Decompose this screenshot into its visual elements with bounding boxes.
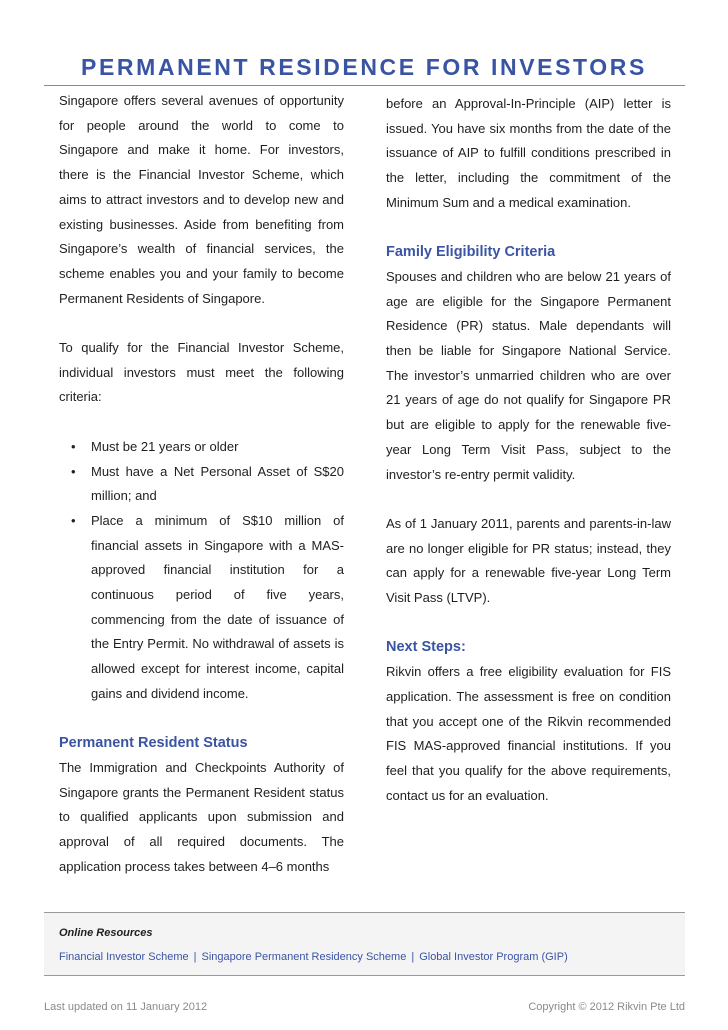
resources-title: Online Resources <box>59 927 153 939</box>
link-separator: | <box>411 951 415 963</box>
resources-links <box>59 951 568 963</box>
parents-paragraph: As of 1 January 2011, parents and parents-in-law are no longer eligible for PR status; instead, they can apply for a renewable five-year Long Term Visit Pass (LTVP). <box>386 515 671 606</box>
next-steps-paragraph: Rikvin offers a free eligibility evaluation for FIS application. The assessment is free on condition that you accept one of the Rikvin recommended FIS MAS-approved financial institutions. If you feel that you qualify for the above requirements, contact us for an evaluation. <box>386 664 671 803</box>
family-paragraph: Spouses and children who are below 21 years of age are eligible for the Singapore Permanent Residence (PR) status. Male dependants will then be liable for Singapore National Service. The investor’s unmarried children who are over 21 years of age do not qualify for Singapore PR but are eligible to apply for the renewable five-year Long Term Visit Pass, subject to the investor’s re-entry permit validity. <box>386 268 671 482</box>
link-pr-scheme[interactable]: Singapore Permanent Residency Scheme <box>201 951 407 963</box>
link-financial-investor-scheme[interactable]: Financial Investor Scheme <box>59 951 189 963</box>
pr-status-heading: Permanent Resident Status <box>59 735 248 752</box>
title-divider <box>44 85 685 86</box>
bullet-icon: • <box>71 463 76 479</box>
list-item <box>59 460 344 509</box>
family-heading: Family Eligibility Criteria <box>386 244 556 261</box>
list-item <box>59 435 344 460</box>
page-title: PERMANENT RESIDENCE FOR INVESTORS <box>81 54 647 80</box>
online-resources-box <box>44 912 685 976</box>
criteria-list <box>59 435 344 707</box>
criteria-text: Place a minimum of S$10 million of financial assets in Singapore with a MAS-approved financial institution for a continuous period of five years, commencing from the date of issuance of the Entry Permit. No withdrawal of assets is allowed except for interest income, capital gains and dividend income. <box>91 512 344 701</box>
link-gip[interactable]: Global Investor Program (GIP) <box>419 951 568 963</box>
intro-paragraph: Singapore offers several avenues of opportunity for people around the world to come to Singapore and make it home. For investors, there is the Financial Investor Scheme, which aims to attract investors and to develop new and existing businesses. Aside from benefiting from Singapore’s wealth of financial services, the scheme enables you and your family to become Permanent Residents of Singapore. <box>59 93 344 306</box>
left-column <box>59 89 344 879</box>
aip-paragraph: before an Approval-In-Principle (AIP) letter is issued. You have six months from the date of the issuance of AIP to fulfill conditions prescribed in the letter, including the commitment of the Minimum Sum and a medical examination. <box>386 96 671 210</box>
next-steps-heading: Next Steps: <box>386 639 466 656</box>
bullet-icon: • <box>71 512 76 528</box>
qualify-paragraph: To qualify for the Financial Investor Scheme, individual investors must meet the following criteria: <box>59 340 344 405</box>
bullet-icon: • <box>71 438 76 454</box>
criteria-text: Must have a Net Personal Asset of S$20 million; and <box>91 463 344 504</box>
copyright: Copyright © 2012 Rikvin Pte Ltd <box>528 1001 685 1013</box>
criteria-text: Must be 21 years or older <box>91 438 239 454</box>
right-column <box>386 92 671 808</box>
list-item <box>59 509 344 707</box>
pr-status-paragraph: The Immigration and Checkpoints Authority of Singapore grants the Permanent Resident status to qualified applicants upon submission and approval of all required documents. The application process takes between 4–6 months <box>59 759 344 874</box>
last-updated: Last updated on 11 January 2012 <box>44 1001 208 1013</box>
link-separator: | <box>193 951 197 963</box>
